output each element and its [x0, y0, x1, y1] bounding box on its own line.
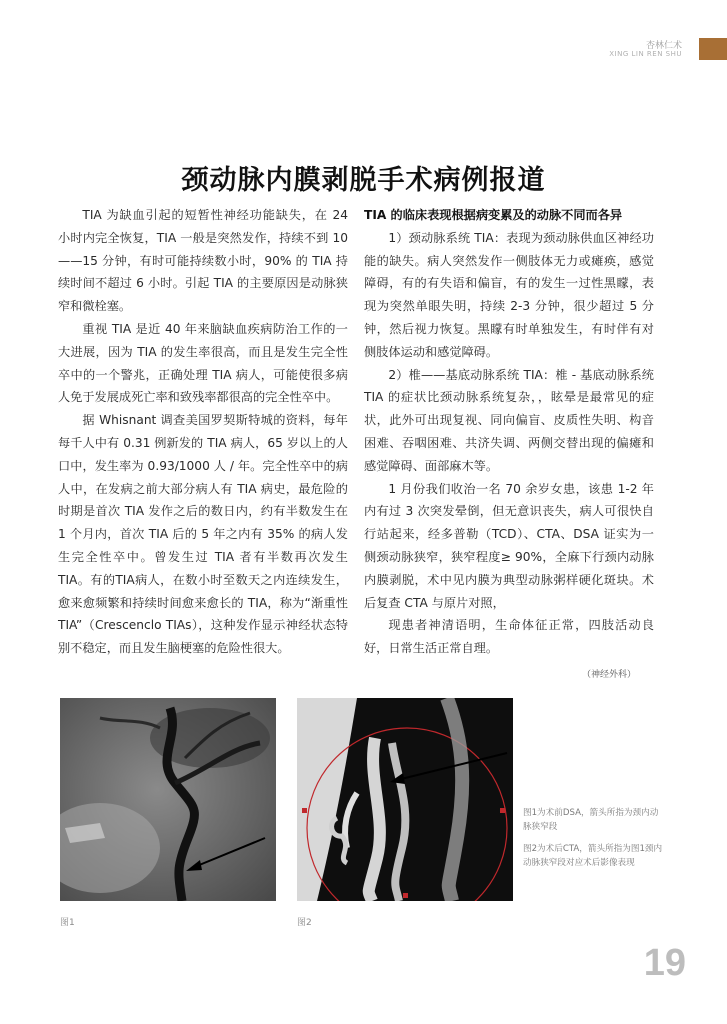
figure-captions: [523, 806, 663, 878]
caption-figure-1: 图1为术前DSA，箭头所指为颈内动脉狭窄段: [523, 808, 659, 832]
header-section-subtitle: XING LIN REN SHU: [609, 50, 682, 58]
page-number: 19: [643, 942, 686, 984]
left-paragraph-2: 重视 TIA 是近 40 年来脑缺血疾病防治工作的一大进展，因为 TIA 的发生率很高，而且是发生完全性卒中的一个警兆，正确处理 TIA 病人，可能使很多病人免于发展成死亡率和致残率都很高的完全性卒中。: [58, 321, 348, 405]
figure-2-label: 图2: [297, 918, 312, 928]
cta-reconstruction-graphic: [297, 698, 513, 901]
left-paragraph-3: 据 Whisnant 调查美国罗契斯特城的资料，每年每千人中有 0.31 例新发的 TIA 病人，65 岁以上的人口中，发生率为 0.93/1000 人 / 年。完全性卒中的病人中，在发病之前大部分病人有 TIA 病史，最危险的时期是首次 TIA 发作之后的数日内，约有半数发生在 1 个月内，首次 TIA 后的 5 年之内有 35% 的病人发生完全性卒中。曾发生过 TIA 者有半数再次发生TIA。有的TIA病人，在数小时至数天之内连续发生，愈来愈频繁和持续时间愈来愈长的 TIA，称为“渐重性 TIA”（Crescenclo TIAs），这种发作显示神经状态特别不稳定，而且发生脑梗塞的危险性很大。: [58, 413, 348, 656]
right-paragraph-4: 现患者神清语明，生命体征正常，四肢活动良好，日常生活正常自理。: [364, 618, 654, 656]
dsa-angiogram-graphic: [60, 698, 276, 901]
article-title: 颈动脉内膜剥脱手术病例报道: [181, 165, 546, 197]
figure-1-dsa-image: [60, 698, 276, 901]
figure-1-label: 图1: [60, 918, 75, 928]
left-paragraph-1: TIA 为缺血引起的短暂性神经功能缺失，在 24 小时内完全恢复，TIA 一般是突然发作，持续不到 10——15 分钟，有时可能持续数小时，90% 的 TIA 持续时间不超过 6 小时。引起 TIA 的主要原因是动脉狭窄和微栓塞。: [58, 208, 348, 314]
header-section-title: 杏林仁术: [645, 41, 682, 51]
right-paragraph-1: 1）颈动脉系统 TIA：表现为颈动脉供血区神经功能的缺失。病人突然发作一侧肢体无力或瘫痪，感觉障碍，有的有失语和偏盲，有的发生一过性黑矇，表现为突然单眼失明，持续 2-3 分钟，很少超过 5 分钟，然后视力恢复。黑矇有时单独发生，有时伴有对侧肢体运动和感觉障碍。: [364, 230, 654, 359]
right-column: [364, 204, 654, 687]
department-signature: （神经外科）: [581, 669, 636, 680]
right-paragraph-3: 1 月份我们收治一名 70 余岁女患，该患 1-2 年内有过 3 次突发晕倒，但无意识丧失，病人可很快自行站起来，经多普勒（TCD）、CTA、DSA 证实为一侧颈动脉狭窄，狭窄程度≥ 90%，全麻下行颈内动脉内膜剥脱，术中见内膜为典型动脉粥样硬化斑块。术后复查 CTA 与原片对照，: [364, 481, 654, 610]
figure-2-cta-image: [297, 698, 513, 901]
header-color-tab: [699, 38, 727, 60]
caption-figure-2: 图2为术后CTA，箭头所指为图1颈内动脉狭窄段对应术后影像表现: [523, 844, 663, 868]
left-column: [58, 204, 348, 660]
right-paragraph-2: 2）椎——基底动脉系统 TIA：椎 - 基底动脉系统 TIA 的症状比颈动脉系统复杂，，眩晕是最常见的症状，此外可出现复视、同向偏盲、皮质性失明、构音困难、吞咽困难、共济失调、两侧交替出现的偏瘫和感觉障碍、面部麻木等。: [364, 367, 654, 473]
right-section-heading: TIA 的临床表现根据病变累及的动脉不同而各异: [364, 208, 623, 222]
